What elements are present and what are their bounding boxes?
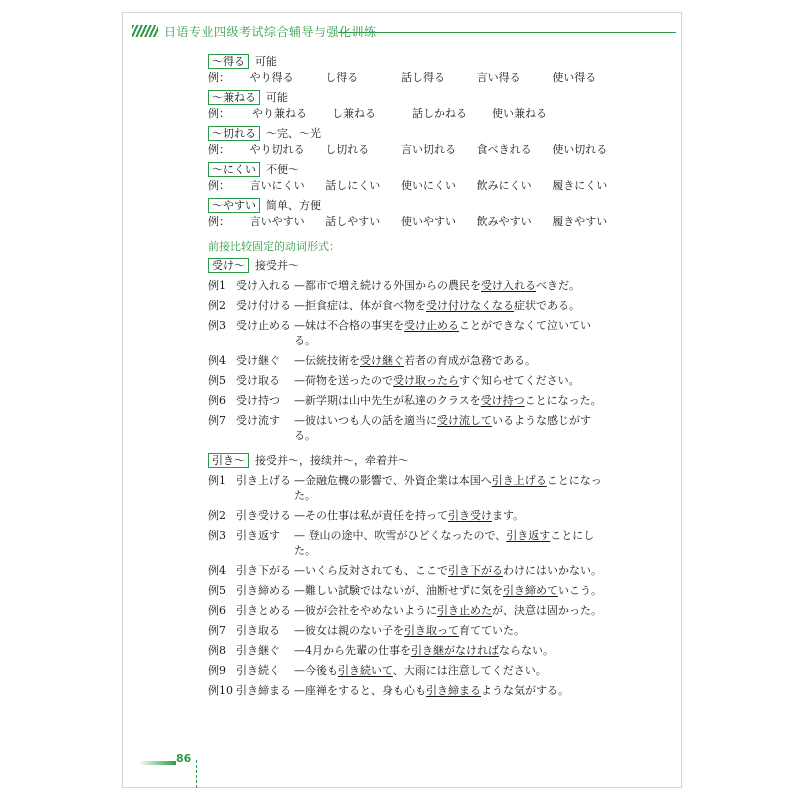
example-verb: 受け付ける: [236, 299, 291, 312]
term-meaning: 可能: [266, 91, 288, 104]
example-prefix: 例：: [208, 107, 230, 120]
sentence-pre: —いくら反対されても、ここで: [294, 564, 448, 577]
header-rule: [338, 32, 676, 33]
sentence-pre: —今後も: [294, 664, 338, 677]
example-verb: 引き締める: [236, 584, 291, 597]
example-word: 履きにくい: [552, 179, 608, 192]
example-word: 使い得る: [552, 71, 597, 84]
example-verb: 引きとめる: [236, 604, 291, 617]
underlined-verb: 引き取って: [404, 624, 459, 637]
example-word: 食べきれる: [476, 143, 532, 156]
example-number: 例3: [208, 529, 226, 542]
footer-dashed-line: [196, 760, 197, 788]
verb-group: [208, 443, 628, 698]
example-sentence: [294, 278, 628, 293]
example-verb: 引き下がる: [236, 564, 291, 577]
underlined-verb: 引き返す: [506, 529, 551, 542]
example-word: 使い兼ねる: [492, 107, 547, 120]
example-row: [208, 623, 628, 638]
running-header: [132, 22, 377, 40]
example-word: 話しやすい: [325, 215, 381, 228]
example-verb: 引き続く: [236, 664, 280, 677]
sentence-pre: —4月から先輩の仕事を: [294, 644, 411, 657]
underlined-verb: 受け入れる: [481, 279, 536, 292]
example-line: [208, 106, 628, 121]
sentence-pre: —拒食症は、体が食べ物を: [294, 299, 426, 312]
verb-group: [208, 258, 628, 443]
header-title: 日语专业四级考试综合辅导与强化训练: [164, 24, 377, 39]
example-word: し兼ねる: [332, 107, 376, 120]
example-number: 例7: [208, 624, 226, 637]
sentence-pre: —その仕事は私が責任を持って: [294, 509, 448, 522]
boxed-term: ～にくい: [208, 162, 260, 177]
example-number: 例10: [208, 684, 233, 697]
example-verb: 引き受ける: [236, 509, 291, 522]
sentence-continuation: た。: [294, 544, 316, 557]
boxed-term: 引き～: [208, 453, 249, 468]
term-meaning: 可能: [255, 55, 277, 68]
example-number: 例6: [208, 604, 226, 617]
example-row: [208, 563, 628, 578]
example-word: 使い切れる: [552, 143, 608, 156]
sentence-pre: —難しい試験ではないが、油断せずに気を: [294, 584, 503, 597]
example-number: 例6: [208, 394, 226, 407]
example-number: 例4: [208, 564, 226, 577]
underlined-verb: 引き継がなければ: [411, 644, 499, 657]
term-line: [208, 162, 628, 177]
example-row: [208, 683, 628, 698]
example-number: 例5: [208, 374, 226, 387]
sentence-continuation: る。: [294, 334, 316, 347]
term-meaning: ～完、～光: [266, 127, 321, 140]
sentence-post: わけにはいかない。: [503, 564, 602, 577]
term-line: [208, 90, 628, 105]
example-sentence: [294, 373, 628, 388]
example-word: やり得る: [249, 71, 294, 84]
underlined-verb: 受け取ったら: [393, 374, 459, 387]
example-row: [208, 318, 628, 348]
sentence-post: ことになっ: [546, 474, 602, 487]
example-row: [208, 473, 628, 503]
example-row: [208, 373, 628, 388]
example-sentence: [294, 683, 628, 698]
example-sentence: [294, 643, 628, 658]
example-sentence: [294, 298, 628, 313]
underlined-verb: 引き続いて: [338, 664, 393, 677]
example-row: [208, 583, 628, 598]
example-verb: 引き上げる: [236, 474, 291, 487]
example-number: 例3: [208, 319, 226, 332]
example-verb: 引き取る: [236, 624, 280, 637]
sentence-pre: —金融危機の影響で、外資企業は本国へ: [294, 474, 492, 487]
example-verb: 引き継ぐ: [236, 644, 280, 657]
example-number: 例9: [208, 664, 226, 677]
example-word: 飲みにくい: [476, 179, 532, 192]
term-line: [208, 54, 628, 69]
sentence-pre: —座禅をすると、身も心も: [294, 684, 426, 697]
example-word: し切れる: [325, 143, 370, 156]
underlined-verb: 引き下がる: [448, 564, 503, 577]
example-sentence: [294, 583, 628, 598]
page-content: [208, 52, 628, 698]
example-row: [208, 663, 628, 678]
boxed-term: ～切れる: [208, 126, 260, 141]
example-word: 履きやすい: [552, 215, 608, 228]
example-verb: 引き締まる: [236, 684, 291, 697]
suffix-section: [208, 198, 628, 229]
boxed-term: ～得る: [208, 54, 249, 69]
header-hatch-decoration: [132, 25, 158, 37]
underlined-verb: 受け継ぐ: [360, 354, 404, 367]
example-verb: 受け流す: [236, 414, 280, 427]
term-meaning: 接受并～，接续并～，牵着并～: [255, 454, 409, 467]
example-word: し得る: [325, 71, 359, 84]
sentence-post: ことにし: [550, 529, 595, 542]
example-word: やり兼ねる: [252, 107, 307, 120]
underlined-verb: 受け持つ: [480, 394, 525, 407]
boxed-term: 受け～: [208, 258, 249, 273]
term-meaning: 接受并～: [255, 259, 299, 272]
example-number: 例2: [208, 509, 226, 522]
sentence-continuation: る。: [294, 429, 316, 442]
example-sentence: [294, 508, 628, 523]
example-word: 話しかねる: [412, 107, 467, 120]
example-sentence: [294, 318, 628, 348]
example-row: [208, 298, 628, 313]
term-meaning: 不便～: [266, 163, 299, 176]
sentence-pre: —妹は不合格の事実を: [294, 319, 404, 332]
boxed-term: ～やすい: [208, 198, 260, 213]
page-number: 86: [176, 752, 192, 765]
term-line: [208, 126, 628, 141]
sentence-post: いこう。: [558, 584, 602, 597]
suffix-section: [208, 90, 628, 121]
example-sentence: [294, 663, 628, 678]
sentence-pre: —荷物を送ったので: [294, 374, 393, 387]
footer-gradient-bar: [140, 761, 176, 765]
term-line: [208, 198, 628, 213]
example-line: [208, 178, 628, 193]
compound-heading: 前接比较固定的动词形式：: [208, 240, 340, 253]
underlined-verb: 受け付けなくなる: [426, 299, 514, 312]
sentence-post: 、大雨には注意してください。: [392, 664, 547, 677]
example-verb: 引き返す: [236, 529, 280, 542]
example-sentence: [294, 413, 628, 443]
underlined-verb: 引き止めた: [437, 604, 492, 617]
example-verb: 受け持つ: [236, 394, 280, 407]
example-prefix: 例：: [208, 71, 230, 84]
sentence-post: 育てていた。: [459, 624, 525, 637]
example-sentence: [294, 623, 628, 638]
suffix-sections: [208, 54, 628, 229]
example-row: [208, 603, 628, 618]
group-heading: [208, 258, 628, 273]
example-word: 言いにくい: [249, 179, 305, 192]
boxed-term: ～兼ねる: [208, 90, 260, 105]
underlined-verb: 引き締まる: [426, 684, 481, 697]
example-line: [208, 70, 628, 85]
sentence-post: ます。: [492, 509, 525, 522]
example-row: [208, 528, 628, 558]
sentence-pre: — 登山の途中、吹雪がひどくなったので、: [294, 529, 507, 542]
sentence-post: ような気がする。: [481, 684, 569, 697]
example-word: 飲みやすい: [476, 215, 532, 228]
example-row: [208, 278, 628, 293]
example-sentence: [294, 473, 628, 503]
sentence-pre: —彼が会社をやめないように: [294, 604, 437, 617]
example-row: [208, 353, 628, 368]
example-prefix: 例：: [208, 179, 230, 192]
sentence-pre: —彼はいつも人の話を適当に: [294, 414, 437, 427]
sentence-pre: —伝統技術を: [294, 354, 360, 367]
example-number: 例2: [208, 299, 226, 312]
underlined-verb: 引き受け: [448, 509, 492, 522]
sentence-pre: —都市で増え続ける外国からの農民を: [294, 279, 481, 292]
example-word: 言いやすい: [249, 215, 305, 228]
underlined-verb: 受け流して: [437, 414, 492, 427]
example-verb: 受け取る: [236, 374, 280, 387]
sentence-post: いるような感じがす: [492, 414, 591, 427]
suffix-section: [208, 126, 628, 157]
underlined-verb: 引き締めて: [503, 584, 558, 597]
example-sentence: [294, 563, 628, 578]
example-word: 話しにくい: [325, 179, 381, 192]
example-verb: 受け入れる: [236, 279, 291, 292]
example-word: 使いにくい: [400, 179, 456, 192]
underlined-verb: 受け止める: [404, 319, 459, 332]
sentence-pre: —彼女は親のない子を: [294, 624, 404, 637]
group-spacer: [208, 443, 628, 451]
sentence-post: 症状である。: [514, 299, 580, 312]
sentence-post: が、決意は固かった。: [492, 604, 602, 617]
example-word: 言い切れる: [400, 143, 456, 156]
example-sentence: [294, 393, 628, 408]
example-number: 例7: [208, 414, 226, 427]
example-prefix: 例：: [208, 215, 230, 228]
example-number: 例4: [208, 354, 226, 367]
example-number: 例1: [208, 474, 226, 487]
example-sentence: [294, 528, 628, 558]
example-line: [208, 214, 628, 229]
example-row: [208, 393, 628, 408]
example-word: 使いやすい: [400, 215, 456, 228]
sentence-post: ことができなくて泣いてい: [459, 319, 591, 332]
example-number: 例5: [208, 584, 226, 597]
verb-groups: [208, 258, 628, 698]
example-row: [208, 413, 628, 443]
underlined-verb: 引き上げる: [491, 474, 547, 487]
sentence-post: ならない。: [499, 644, 554, 657]
sentence-pre: —新学期は山中先生が私達のクラスを: [294, 394, 481, 407]
example-row: [208, 508, 628, 523]
example-verb: 受け止める: [236, 319, 291, 332]
term-meaning: 简单、方便: [266, 199, 321, 212]
example-word: 話し得る: [400, 71, 445, 84]
sentence-continuation: た。: [294, 489, 316, 502]
suffix-section: [208, 54, 628, 85]
example-prefix: 例：: [208, 143, 230, 156]
example-row: [208, 643, 628, 658]
example-sentence: [294, 353, 628, 368]
example-word: 言い得る: [476, 71, 521, 84]
example-number: 例8: [208, 644, 226, 657]
sentence-post: 若者の育成が急務である。: [404, 354, 536, 367]
suffix-section: [208, 162, 628, 193]
example-word: やり切れる: [249, 143, 305, 156]
sentence-post: べきだ。: [536, 279, 580, 292]
group-heading: [208, 453, 628, 468]
example-verb: 受け継ぐ: [236, 354, 280, 367]
sentence-post: すぐ知らせてください。: [459, 374, 580, 387]
example-sentence: [294, 603, 628, 618]
example-number: 例1: [208, 279, 226, 292]
sentence-post: ことになった。: [524, 394, 602, 407]
example-line: [208, 142, 628, 157]
